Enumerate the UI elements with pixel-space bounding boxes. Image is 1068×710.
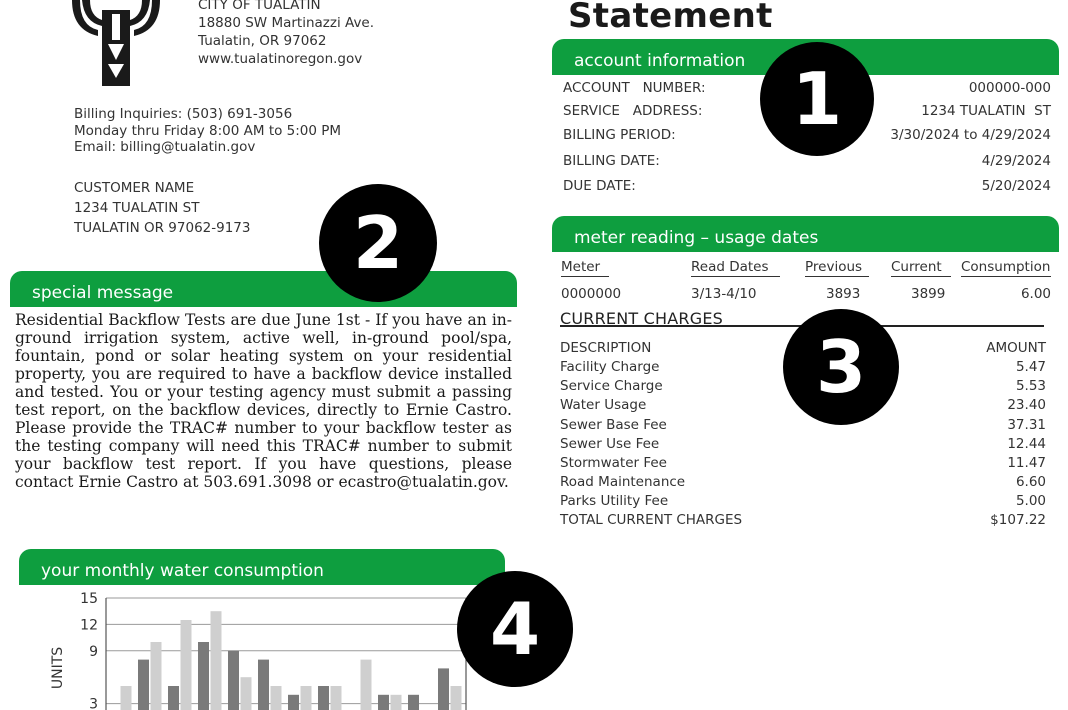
city-state: Tualatin, OR 97062: [198, 33, 327, 49]
consumption-bar: [438, 668, 449, 710]
account-info-row: [563, 153, 1051, 169]
account-info-heading: account information: [552, 39, 1059, 75]
meter-col-previous: Previous: [805, 259, 869, 277]
account-info-label: ACCOUNT NUMBER:: [563, 80, 706, 96]
charges-total-row: [560, 511, 1046, 530]
charges-total-label: TOTAL CURRENT CHARGES: [560, 512, 743, 528]
charge-row: [560, 454, 1046, 473]
consumption-bar: [198, 642, 209, 710]
billing-hours: Monday thru Friday 8:00 AM to 5:00 PM: [74, 122, 342, 139]
consumption-bar: [151, 642, 162, 710]
meter-current: 3899: [911, 286, 946, 302]
meter-col-consumption: Consumption: [961, 259, 1051, 275]
meter-previous: 3893: [826, 286, 861, 302]
account-info-value: 5/20/2024: [981, 178, 1051, 194]
consumption-bar: [121, 686, 132, 710]
consumption-bar: [451, 686, 462, 710]
consumption-bar: [271, 686, 282, 710]
meter-col-meter: Meter: [561, 259, 609, 277]
charge-row: [560, 435, 1046, 454]
special-message-heading: special message: [10, 271, 517, 307]
customer-name: CUSTOMER NAME: [74, 180, 195, 196]
charge-amount: 5.47: [1015, 359, 1046, 375]
badge-1: 1: [760, 42, 874, 156]
charge-description: Stormwater Fee: [560, 455, 667, 471]
meter-reading-heading: meter reading – usage dates: [552, 216, 1059, 252]
charge-row: [560, 473, 1046, 492]
charge-description: Parks Utility Fee: [560, 493, 669, 510]
charge-row: [560, 416, 1046, 435]
meter-read-dates: 3/13-4/10: [691, 286, 757, 302]
charge-amount: 23.40: [1007, 397, 1046, 414]
charge-description: Service Charge: [560, 378, 663, 395]
charge-amount: 6.60: [1015, 474, 1046, 491]
y-axis-label: UNITS: [50, 646, 66, 690]
meter-col-current: Current: [891, 259, 951, 277]
customer-city: TUALATIN OR 97062-9173: [74, 220, 251, 236]
city-street: 18880 SW Martinazzi Ave.: [198, 15, 375, 31]
consumption-bar: [408, 695, 419, 710]
meter-number: 0000000: [561, 286, 622, 302]
billing-email[interactable]: Email: billing@tualatin.gov: [74, 139, 256, 155]
account-info-value: 1234 TUALATIN ST: [921, 103, 1051, 119]
current-charges-title: CURRENT CHARGES: [560, 309, 723, 328]
consumption-bar: [318, 686, 329, 710]
account-info-row: [563, 178, 1051, 194]
consumption-bar: [258, 660, 269, 710]
billing-contact: [74, 106, 341, 156]
charge-amount: 12.44: [1007, 435, 1046, 452]
special-message-body: Residential Backflow Tests are due June 1st - If you have an in-ground irrigation system, active well, in-ground pool/spa, fountain, pond or solar heating system on your residential property, you are required to have a backflow device installed and tested. You or your testing agency must submit a passing test report, on the backflow devices, directly to Ernie Castro. Please provide the TRAC# number to your backflow tester as the testing company will need this TRAC# number to submit your backflow test report. If you have questions, please contact Ernie Castro at 503.691.3098 or ecastro@tualatin.gov.: [15, 311, 512, 491]
charges-total-amount: $107.22: [990, 512, 1046, 528]
charge-description: Sewer Base Fee: [560, 416, 667, 433]
charge-amount: 5.53: [1015, 378, 1046, 395]
account-info-label: SERVICE ADDRESS:: [563, 103, 703, 119]
account-info-value: 000000-000: [968, 80, 1051, 96]
account-info-label: DUE DATE:: [563, 178, 636, 194]
consumption-bar: [241, 677, 252, 710]
badge-3: 3: [783, 309, 899, 425]
account-info-value: 4/29/2024: [981, 153, 1051, 169]
charge-amount: 5.00: [1015, 493, 1046, 510]
y-tick-label: 3: [89, 696, 98, 710]
charges-col-description: DESCRIPTION: [560, 340, 652, 356]
consumption-bar: [378, 695, 389, 710]
city-name: CITY OF TUALATIN: [198, 0, 321, 13]
city-website[interactable]: www.tualatinoregon.gov: [198, 51, 363, 67]
charges-col-amount: AMOUNT: [986, 340, 1046, 356]
consumption-bar: [211, 611, 222, 710]
consumption-bar: [301, 686, 312, 710]
consumption-bar: [288, 695, 299, 710]
city-address: [198, 0, 374, 68]
customer-address: [74, 178, 250, 238]
billing-phone: Billing Inquiries: (503) 691-3056: [74, 106, 293, 122]
account-info-label: BILLING DATE:: [563, 153, 660, 169]
y-tick-label: 15: [80, 591, 98, 607]
charge-amount: 37.31: [1007, 416, 1046, 433]
charge-amount: 11.47: [1007, 455, 1046, 471]
statement-title: Statement: [568, 0, 773, 36]
charge-description: Road Maintenance: [560, 474, 686, 491]
y-tick-label: 12: [80, 617, 98, 634]
account-info-label: BILLING PERIOD:: [563, 127, 676, 143]
charge-description: Sewer Use Fee: [560, 435, 660, 452]
meter-consumption: 6.00: [1020, 286, 1051, 302]
consumption-bar: [181, 620, 192, 710]
y-tick-label: 9: [89, 643, 98, 660]
charge-description: Facility Charge: [560, 359, 660, 375]
customer-street: 1234 TUALATIN ST: [74, 200, 200, 216]
consumption-bar: [138, 660, 149, 710]
consumption-heading: your monthly water consumption: [19, 549, 505, 585]
badge-4: 4: [457, 571, 573, 687]
account-info-value: 3/30/2024 to 4/29/2024: [890, 127, 1051, 143]
consumption-bar: [391, 695, 402, 710]
consumption-bar: [361, 660, 372, 710]
consumption-bar: [168, 686, 179, 710]
consumption-bar: [331, 686, 342, 710]
charge-row: [560, 492, 1046, 511]
charge-description: Water Usage: [560, 397, 647, 414]
consumption-chart: [40, 586, 480, 710]
consumption-bar: [228, 651, 239, 710]
meter-col-read-dates: Read Dates: [691, 259, 780, 277]
city-logo: [68, 0, 164, 86]
badge-2: 2: [319, 184, 437, 302]
